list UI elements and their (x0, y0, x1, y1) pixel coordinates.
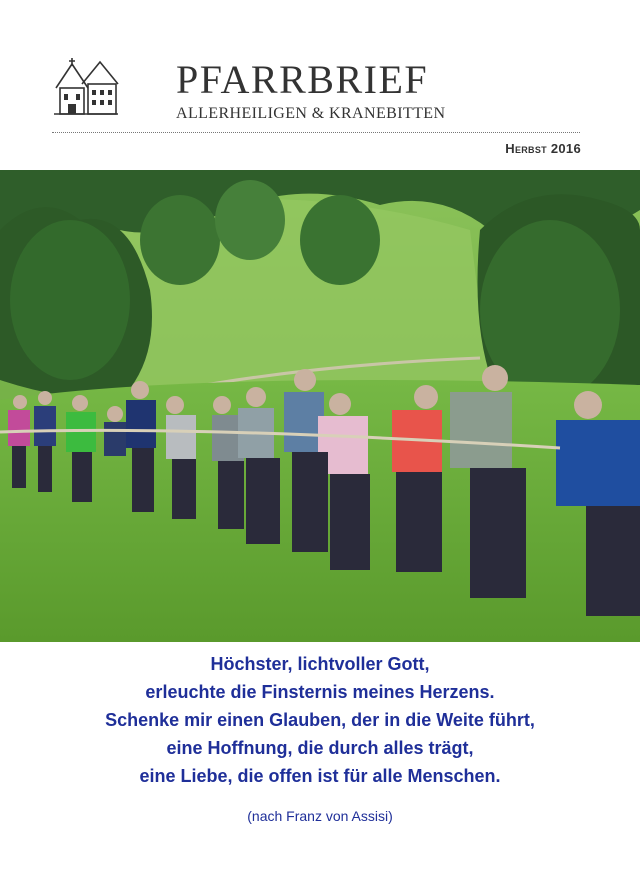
children-tug-of-war-photo (0, 170, 640, 642)
prayer-line: eine Liebe, die offen ist für alle Menschen. (139, 766, 501, 786)
prayer-text (0, 650, 640, 790)
parish-names: ALLERHEILIGEN & KRANEBITTEN (176, 105, 446, 122)
header (0, 0, 640, 170)
prayer-line: Höchster, lichtvoller Gott, (210, 654, 430, 674)
prayer-attribution: (nach Franz von Assisi) (247, 808, 393, 824)
church-logo-icon (52, 58, 120, 118)
newsletter-title: PFARRBRIEF (176, 57, 429, 102)
issue-season: Herbst 2016 (505, 141, 581, 156)
prayer-line: erleuchte die Finsternis meines Herzens. (145, 682, 495, 702)
header-divider (52, 132, 580, 133)
prayer-line: Schenke mir einen Glauben, der in die Weite führt, (105, 710, 535, 730)
prayer-line: eine Hoffnung, die durch alles trägt, (166, 738, 474, 758)
